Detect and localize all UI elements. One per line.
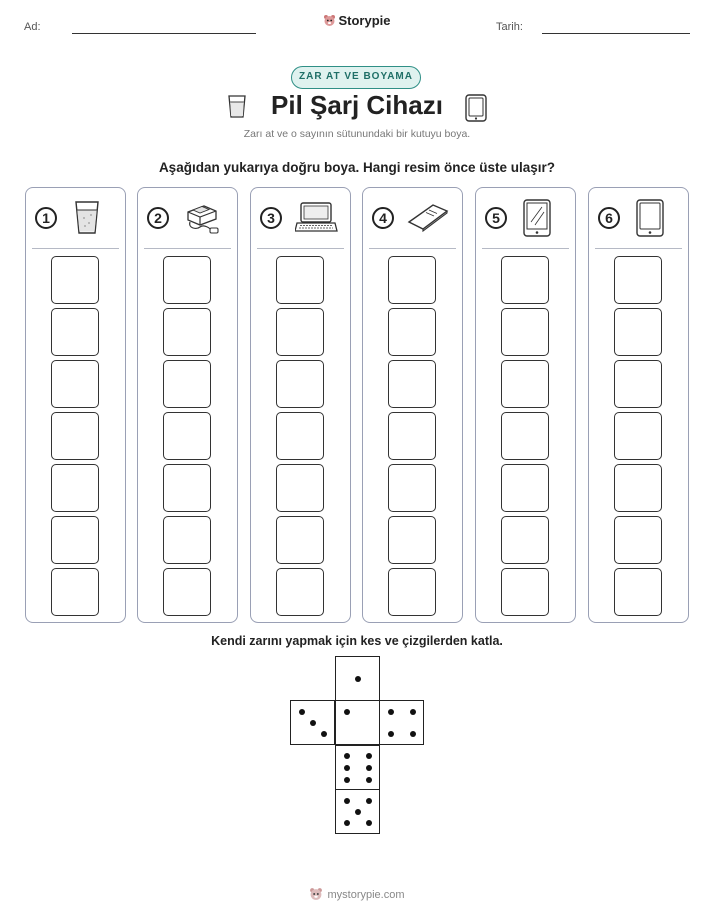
glass-of-water-icon bbox=[70, 198, 104, 236]
brand-name: Storypie bbox=[338, 13, 391, 28]
column-number: 1 bbox=[35, 207, 57, 229]
dice-face-1 bbox=[335, 700, 380, 745]
dice-face-6 bbox=[335, 745, 380, 790]
color-box[interactable] bbox=[163, 412, 211, 460]
column-divider bbox=[595, 248, 682, 249]
column-3 bbox=[250, 187, 351, 623]
color-box[interactable] bbox=[501, 412, 549, 460]
date-label: Tarih: bbox=[496, 21, 523, 33]
battery-charger-icon bbox=[182, 198, 222, 236]
color-box[interactable] bbox=[163, 308, 211, 356]
tablet-icon bbox=[633, 198, 667, 238]
footer bbox=[0, 887, 714, 901]
mascot-icon bbox=[323, 14, 336, 27]
color-box[interactable] bbox=[501, 308, 549, 356]
dice-face-4 bbox=[379, 700, 424, 745]
color-box[interactable] bbox=[388, 256, 436, 304]
color-box[interactable] bbox=[163, 464, 211, 512]
color-box[interactable] bbox=[51, 464, 99, 512]
column-divider bbox=[257, 248, 344, 249]
page-subtitle: Zarı at ve o sayının sütunundaki bir kutuyu boya. bbox=[243, 128, 471, 140]
column-number: 3 bbox=[260, 207, 282, 229]
column-number: 5 bbox=[485, 207, 507, 229]
column-4 bbox=[362, 187, 463, 623]
color-box[interactable] bbox=[163, 568, 211, 616]
dice-face-3 bbox=[290, 700, 335, 745]
color-box[interactable] bbox=[276, 360, 324, 408]
color-box[interactable] bbox=[501, 516, 549, 564]
color-box[interactable] bbox=[51, 568, 99, 616]
coloring-instruction: Aşağıdan yukarıya doğru boya. Hangi resim önce üste ulaşır? bbox=[158, 160, 556, 175]
column-divider bbox=[32, 248, 119, 249]
page-title: Pil Şarj Cihazı bbox=[271, 90, 443, 120]
color-box[interactable] bbox=[388, 568, 436, 616]
column-number: 2 bbox=[147, 207, 169, 229]
color-box[interactable] bbox=[501, 464, 549, 512]
color-box[interactable] bbox=[501, 256, 549, 304]
color-box[interactable] bbox=[614, 360, 662, 408]
date-line[interactable] bbox=[542, 33, 690, 34]
color-box[interactable] bbox=[388, 360, 436, 408]
column-2 bbox=[137, 187, 238, 623]
color-box[interactable] bbox=[51, 308, 99, 356]
column-1 bbox=[25, 187, 126, 623]
dice-face-1 bbox=[335, 656, 380, 701]
dice-instruction: Kendi zarını yapmak için kes ve çizgilerden katla. bbox=[211, 634, 503, 648]
footer-url[interactable]: mystorypie.com bbox=[327, 889, 405, 901]
mascot-icon bbox=[309, 887, 323, 901]
tablet-icon bbox=[520, 198, 554, 238]
laptop-icon bbox=[295, 198, 339, 236]
color-box[interactable] bbox=[276, 464, 324, 512]
color-box[interactable] bbox=[163, 360, 211, 408]
color-box[interactable] bbox=[276, 256, 324, 304]
color-box[interactable] bbox=[388, 308, 436, 356]
color-box[interactable] bbox=[614, 308, 662, 356]
notebook-icon bbox=[407, 198, 451, 236]
color-box[interactable] bbox=[388, 412, 436, 460]
color-box[interactable] bbox=[276, 568, 324, 616]
column-5 bbox=[475, 187, 576, 623]
color-box[interactable] bbox=[501, 568, 549, 616]
column-6 bbox=[588, 187, 689, 623]
color-box[interactable] bbox=[276, 412, 324, 460]
color-box[interactable] bbox=[614, 464, 662, 512]
color-box[interactable] bbox=[388, 464, 436, 512]
color-box[interactable] bbox=[51, 412, 99, 460]
dice-face-5 bbox=[335, 789, 380, 834]
column-divider bbox=[482, 248, 569, 249]
name-line[interactable] bbox=[72, 33, 256, 34]
name-label: Ad: bbox=[24, 21, 41, 33]
color-box[interactable] bbox=[614, 568, 662, 616]
column-number: 6 bbox=[598, 207, 620, 229]
column-divider bbox=[369, 248, 456, 249]
column-number: 4 bbox=[372, 207, 394, 229]
activity-badge: ZAR AT VE BOYAMA bbox=[291, 66, 421, 89]
color-box[interactable] bbox=[51, 360, 99, 408]
color-box[interactable] bbox=[51, 256, 99, 304]
color-box[interactable] bbox=[51, 516, 99, 564]
brand-logo bbox=[0, 13, 714, 28]
color-box[interactable] bbox=[388, 516, 436, 564]
color-box[interactable] bbox=[614, 412, 662, 460]
color-box[interactable] bbox=[163, 256, 211, 304]
color-box[interactable] bbox=[614, 516, 662, 564]
color-box[interactable] bbox=[276, 516, 324, 564]
column-divider bbox=[144, 248, 231, 249]
color-box[interactable] bbox=[614, 256, 662, 304]
tablet-icon bbox=[465, 94, 487, 122]
color-box[interactable] bbox=[276, 308, 324, 356]
color-box[interactable] bbox=[501, 360, 549, 408]
color-box[interactable] bbox=[163, 516, 211, 564]
